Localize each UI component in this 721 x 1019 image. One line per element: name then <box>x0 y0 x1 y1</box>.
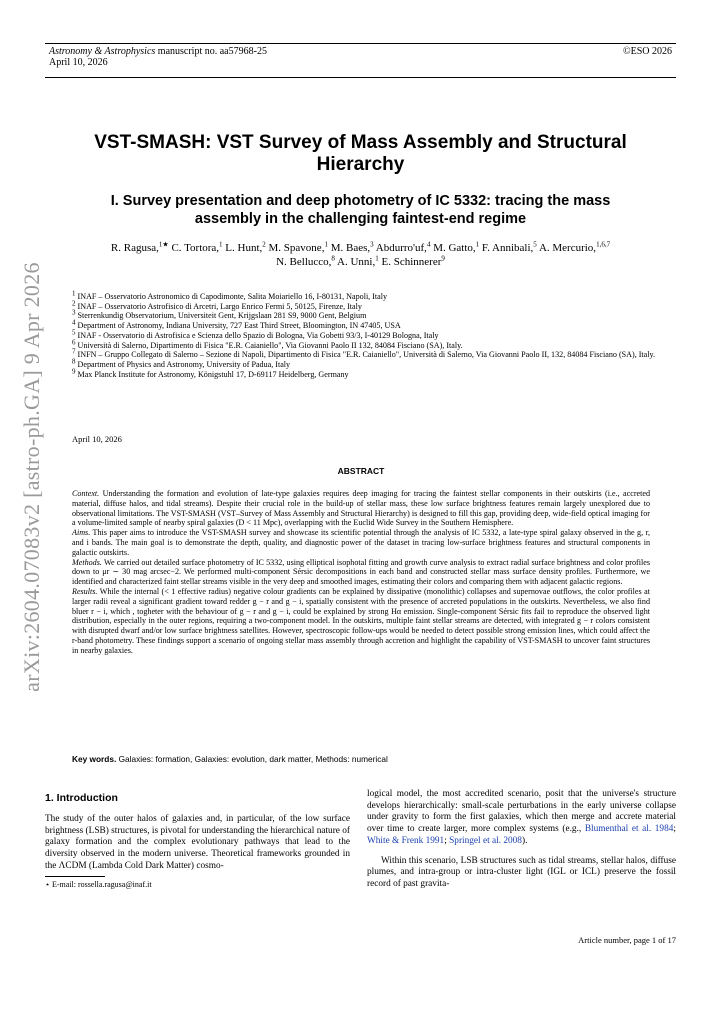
abstract-aims <box>72 528 650 557</box>
affiliation-text: INAF – Osservatorio Astronomico di Capodimonte, Salita Moiariello 16, I-80131, Napoli, Italy <box>75 292 388 301</box>
author-name: E. Schinnerer <box>378 256 442 268</box>
affiliation-text: INAF - Osservatorio di Astrofisica e Scienza dello Spazio di Bologna, Via Gobetti 93/3, I-40129 Bologna, Italy <box>75 330 439 340</box>
author-name: M. Baes, <box>327 242 371 254</box>
author-name: A. Mercurio, <box>536 242 597 254</box>
journal-name: Astronomy & Astrophysics <box>49 46 156 57</box>
affiliation-number: 2 <box>72 299 76 308</box>
affiliation-text: INFN – Gruppo Collegato di Salerno – Sezione di Napoli, Dipartimento di Fisica "E.R. Caianiello", Università di Salerno, Via Giovanni Paolo II, 132, 84084 Fisciano (SA), Italy. <box>75 350 656 360</box>
abstract-context-text: Understanding the formation and evolution of late-type galaxies requires deep imaging for tracing the faintest stellar components in their outskirts (i.e., accreted material, diffuse halos, and tidal streams). Despite their crucial role in the build-up of stellar mass, these low surface brightness features remain largely unexplored due to observational limitations. The VST-SMASH (VST–Survey of Mass Assembly and Structural Hierarchy) is designed to fill this gap, providing deep, wide-field optical imaging for a volume-limited sample of nearby spiral galaxies (D < 11 Mpc), overlapping with the Euclid Wide Survey in the Southern Hemisphere. <box>72 489 650 528</box>
affiliation-item <box>72 366 662 380</box>
affiliation-list <box>72 289 662 379</box>
affiliation-number: 1 <box>72 289 76 298</box>
citation-link-springel[interactable]: Springel et al. 2008 <box>449 835 522 846</box>
affiliation-number: 7 <box>72 347 76 356</box>
affiliation-text: Sterrenkundig Observatorium, Universiteit Gent, Krijgslaan 281 S9, 9000 Gent, Belgium <box>75 311 367 321</box>
abstract-aims-label: Aims. <box>72 528 91 538</box>
keywords-label: Key words. <box>72 754 117 764</box>
author-name: R. Ragusa, <box>110 242 159 254</box>
author-affiliation-marker: 1 <box>219 240 223 249</box>
intro-column-left <box>45 814 350 873</box>
affiliation-number: 6 <box>72 337 76 346</box>
author-name: C. Tortora, <box>168 242 220 254</box>
author-affiliation-marker: 9 <box>441 254 445 263</box>
affiliation-text: Department of Astronomy, Indiana University, 727 East Third Street, Bloomington, IN 47405, USA <box>75 321 401 331</box>
author-name: A. Unni, <box>334 256 376 268</box>
keywords <box>72 754 650 764</box>
affiliation-text: Department of Physics and Astronomy, University of Padua, Italy <box>75 359 291 369</box>
citation-link-white-frenk[interactable]: White & Frenk 1991 <box>367 835 445 846</box>
received-date: April 10, 2026 <box>72 434 122 444</box>
affiliation-item <box>72 289 662 302</box>
affiliation-text: INAF – Osservatorio Astrofisico di Arcetri, Largo Enrico Fermi 5, 50125, Firenze, Italy <box>75 301 362 311</box>
affiliation-text: Max Planck Institute for Astronomy, Königstuhl 17, D-69117 Heidelberg, Germany <box>75 369 349 379</box>
arxiv-stamp-text: arXiv:2604.07083v2 [astro-ph.GA] 9 Apr 2026 <box>19 262 44 692</box>
section-heading-introduction: 1. Introduction <box>45 792 118 804</box>
author-name: M. Gatto, <box>430 242 476 254</box>
abstract-results-label: Results. <box>72 586 98 596</box>
author-name: F. Annibali, <box>479 242 534 254</box>
affiliation-number: 8 <box>72 357 76 366</box>
author-affiliation-marker: 3 <box>370 240 374 249</box>
manuscript-number: manuscript no. aa57968-25 <box>155 46 267 57</box>
intro-paragraph-1: The study of the outer halos of galaxies and, in particular, of the low surface brightness (LSB) structures, is pivotal for understanding the hierarchical nature of galaxy formation and the complex evolutionary pathways that lead to the diversity observed in the modern universe. Theoretical frameworks grounded in the ΛCDM (Lambda Cold Dark Matter) cosmo- <box>45 814 350 871</box>
affiliation-number: 4 <box>72 318 76 327</box>
footnote-email: ⋆ E-mail: rossella.ragusa@inaf.it <box>45 880 152 889</box>
intro-paragraph-3: Within this scenario, LSB structures such as tidal streams, stellar halos, diffuse plumes, and intra-group or intra-cluster light (IGL or ICL) preserve the fossil record of past gravita- <box>367 855 676 889</box>
author-affiliation-marker: 1 <box>375 254 379 263</box>
author-affiliation-marker: 8 <box>331 254 335 263</box>
abstract-results <box>72 587 650 656</box>
intro-paragraph-2 <box>367 789 676 848</box>
intro-p2-text-b: ). <box>521 835 528 846</box>
affiliation-item <box>72 299 662 312</box>
intro-p2-text-a: logical model, the most accredited scenario, posit that the universe's structure develops hierarchically: small-scale perturbations in the early universe collapse under gravity to form the first galaxies, which then merge and accrete material over time to create larger, more complex systems (e.g., <box>367 789 676 835</box>
abstract-context <box>72 489 650 528</box>
header-date: April 10, 2026 <box>49 57 108 68</box>
affiliation-item <box>72 318 662 331</box>
affiliation-number: 9 <box>72 366 76 375</box>
abstract-methods-text: We carried out detailed surface photometry of IC 5332, using elliptical isophotal fitting and growth curve analysis to extract radial surface brightness and color profiles down to μr ∼ 30 mag arcsec−2. We performed multi-component Sérsic decompositions in each band and constructed stellar mass surface density profiles. Furthermore, we identified and characterized faint stellar streams visible in the very deep and smoothed images, estimating their colors and comparing them with adjacent galactic regions. <box>72 557 650 587</box>
abstract-aims-text: This paper aims to introduce the VST-SMASH survey and showcase its scientific potential through the analysis of IC 5332, a late-type spiral galaxy observed in the g, r, and i bands. The main goal is to demonstrate the depth, quality, and diagnostic power of the dataset in tracing low-surface brightness features and structural components in galactic outskirts. <box>72 528 650 557</box>
manuscript-header <box>49 46 267 68</box>
keywords-text: Galaxies: formation, Galaxies: evolution, dark matter, Methods: numerical <box>116 754 388 764</box>
author-name: M. Spavone, <box>265 242 325 254</box>
page-footer: Article number, page 1 of 17 <box>578 935 676 945</box>
affiliation-item <box>72 357 662 370</box>
author-affiliation-marker: 1 <box>475 240 480 249</box>
copyright-notice: ©ESO 2026 <box>623 46 672 57</box>
author-name: N. Bellucco, <box>276 256 332 268</box>
abstract-methods-label: Methods. <box>72 557 102 567</box>
citation-sep-2: ; <box>444 835 450 846</box>
abstract-results-text: While the internal (< 1 effective radius) negative colour gradients can be explained by dissipative (monolithic) collapses and supernovae outflows, the color profiles at larger radii reveal a significant gradient toward redder g − r and g − i, spatially consistent with the presence of accreted populations in the outskirts. Nevertheless, we also find bluer r − i, which , togheter with the behaviour of g − r and g − i, could be explained by strong Hα emission. Single-component Sérsic fits fail to reproduce the observed light distribution, especially in the outer regions, requiring a two-component model. In the outskirts, multiple faint stellar streams are detected, with integrated g − r colors consistent with disrupted dwarf and/or low surface brightness satellites. However, spectroscopic follow-ups would be needed to detect possible strong emission lines, which could affect the r-band photometry. These findings support a scenario of ongoing stellar mass assembly through accretion and highlight the capability of VST-SMASH to uncover faint structures in nearby galaxies. <box>72 586 650 655</box>
abstract-heading: ABSTRACT <box>337 466 385 476</box>
paper-subtitle: I. Survey presentation and deep photometry of IC 5332: tracing the mass assembly in the challenging faintest-end regime <box>110 193 611 227</box>
footnote-rule <box>45 876 105 877</box>
author-affiliation-marker: 2 <box>262 240 266 249</box>
affiliation-number: 5 <box>72 328 76 337</box>
affiliation-item <box>72 328 662 341</box>
affiliation-item <box>72 347 662 360</box>
abstract-methods <box>72 558 650 587</box>
author-name: Abdurro'uf, <box>373 242 427 254</box>
citation-sep-1: ; <box>673 824 676 835</box>
citation-link-blumenthal[interactable]: Blumenthal et al. 1984 <box>584 824 674 835</box>
arxiv-stamp <box>12 262 52 692</box>
author-affiliation-marker: 1,6,7 <box>596 240 611 249</box>
paper-title: VST-SMASH: VST Survey of Mass Assembly and Structural Hierarchy <box>94 132 627 175</box>
author-list <box>40 241 681 269</box>
intro-column-right <box>367 789 676 891</box>
affiliation-text: Università di Salerno, Dipartimento di Fisica "E.R. Caianiello", Via Giovanni Paolo II 132, 84084 Fisciano (SA), Italy. <box>75 340 463 350</box>
author-affiliation-marker: 1★ <box>158 240 169 249</box>
author-affiliation-marker: 1 <box>324 240 328 249</box>
author-affiliation-marker: 5 <box>533 240 537 249</box>
affiliation-item <box>72 308 662 321</box>
abstract-body <box>72 489 650 656</box>
author-affiliation-marker: 4 <box>426 240 431 249</box>
abstract-context-label: Context. <box>72 489 100 498</box>
affiliation-item <box>72 337 662 351</box>
author-name: L. Hunt, <box>222 242 263 254</box>
affiliation-number: 3 <box>72 308 76 317</box>
